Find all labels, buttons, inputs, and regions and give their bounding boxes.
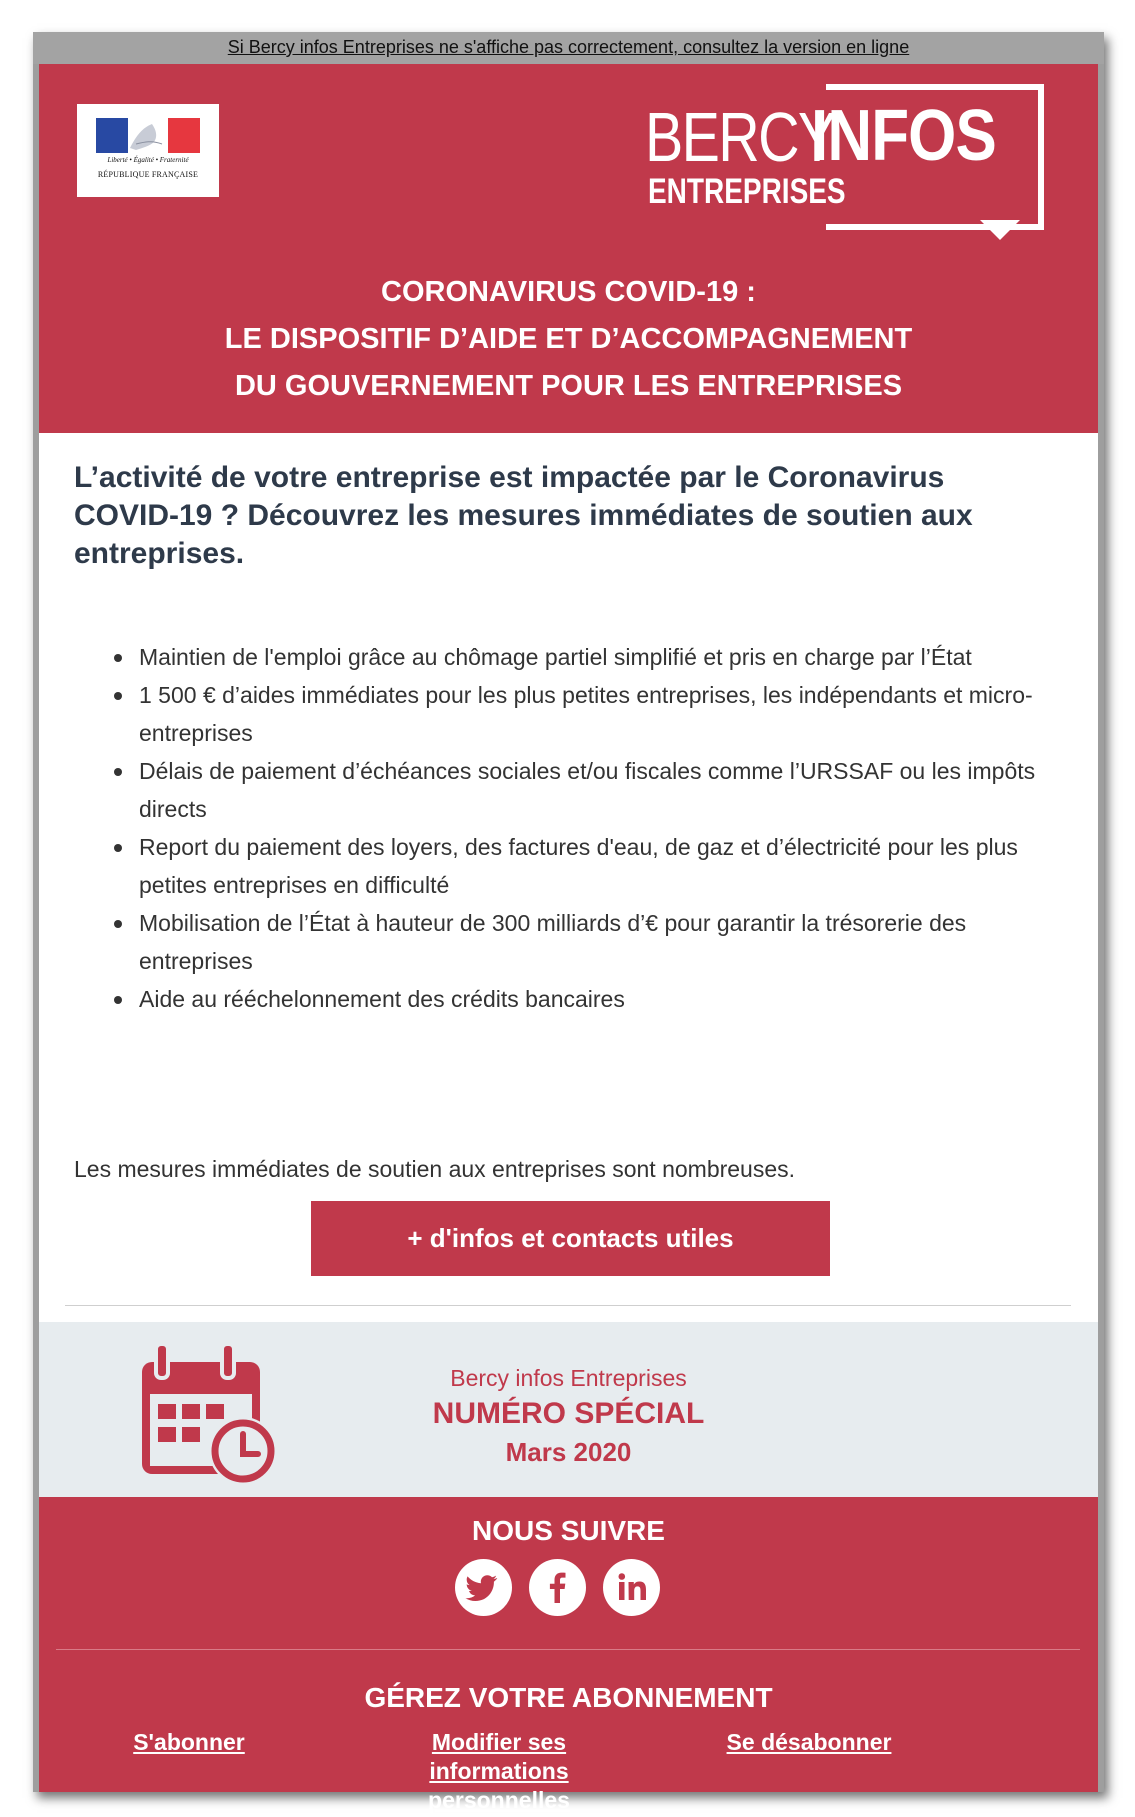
measures-list	[114, 638, 1054, 1018]
online-version-link[interactable]: Si Bercy infos Entreprises ne s'affiche pas correctement, consultez la version en ligne	[227, 37, 910, 57]
logo-word-infos: INFOS	[811, 96, 996, 176]
list-item: Report du paiement des loyers, des factures d'eau, de gaz et d’électricité pour les plus petites entreprises en difficulté	[114, 828, 1054, 904]
republique-name: RÉPUBLIQUE FRANÇAISE	[97, 170, 199, 179]
logo-word-entreprises: ENTREPRISES	[648, 172, 846, 211]
more-info-button[interactable]: + d'infos et contacts utiles	[311, 1201, 830, 1276]
list-item: Maintien de l'emploi grâce au chômage partiel simplifié et pris en charge par l’État	[114, 638, 1054, 676]
list-item: Mobilisation de l’État à hauteur de 300 milliards d’€ pour garantir la trésorerie des entreprises	[114, 904, 1054, 980]
linkedin-icon	[603, 1559, 660, 1616]
follow-title: NOUS SUIVRE	[472, 1515, 665, 1546]
republique-motto: Liberté • Égalité • Fraternité	[107, 156, 189, 164]
special-issue-subtitle: Bercy infos Entreprises	[450, 1365, 687, 1391]
email-frame	[33, 32, 1104, 1813]
unsubscribe-link[interactable]: Se désabonner	[726, 1729, 892, 1755]
list-item: Aide au rééchelonnement des crédits bancaires	[114, 980, 1054, 1018]
linkedin-link[interactable]	[603, 1559, 660, 1616]
special-issue-banner	[39, 1322, 1098, 1497]
manage-subscription-title: GÉREZ VOTRE ABONNEMENT	[364, 1682, 773, 1713]
top-bar	[33, 32, 1104, 64]
header-banner	[39, 64, 1098, 433]
facebook-link[interactable]	[529, 1559, 586, 1616]
facebook-icon	[529, 1559, 586, 1616]
footer-divider	[56, 1649, 1080, 1650]
footer	[39, 1497, 1098, 1813]
headline	[39, 269, 1098, 410]
special-issue-date: Mars 2020	[505, 1437, 632, 1467]
intro-heading: L’activité de votre entreprise est impactée par le Coronavirus COVID-19 ? Découvrez les mesures immédiates de soutien aux entreprises.	[74, 461, 973, 570]
tricolor-flag-icon	[96, 118, 200, 153]
special-issue-title: NUMÉRO SPÉCIAL	[432, 1397, 705, 1430]
list-item: Délais de paiement d’échéances sociales et/ou fiscales comme l’URSSAF ou les impôts directs	[114, 752, 1054, 828]
subscribe-link[interactable]: S'abonner	[133, 1729, 245, 1755]
email-body	[39, 64, 1098, 1813]
modify-info-link[interactable]: Modifier ses informations personnelles	[428, 1729, 570, 1813]
headline-line: DU GOUVERNEMENT POUR LES ENTREPRISES	[234, 370, 903, 402]
logo-word-bercy: BERCY	[645, 98, 835, 176]
republique-francaise-logo	[77, 104, 219, 197]
subscription-links	[39, 1728, 1098, 1813]
social-links	[455, 1559, 683, 1617]
list-item: 1 500 € d’aides immédiates pour les plus petites entreprises, les indépendants et micro-entreprises	[114, 676, 1054, 752]
measures-text: Les mesures immédiates de soutien aux entreprises sont nombreuses.	[74, 1156, 796, 1182]
twitter-link[interactable]	[455, 1559, 512, 1616]
divider	[65, 1305, 1071, 1306]
bercy-infos-logo	[645, 80, 1071, 256]
headline-line: LE DISPOSITIF D’AIDE ET D’ACCOMPAGNEMENT	[224, 323, 913, 355]
twitter-icon	[455, 1559, 512, 1616]
headline-line: CORONAVIRUS COVID-19 :	[381, 276, 756, 308]
